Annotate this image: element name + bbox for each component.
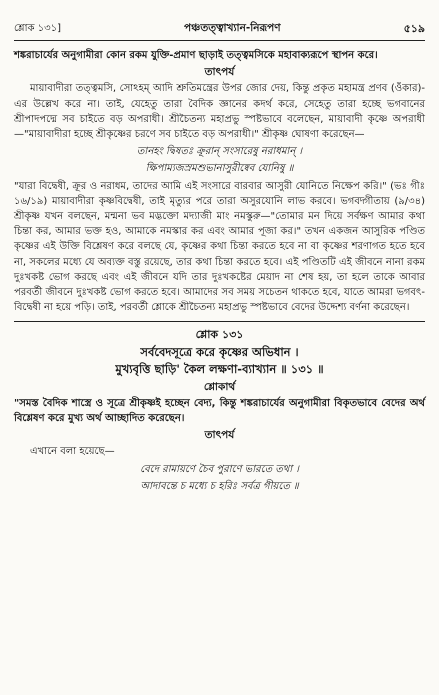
header-title: পঞ্চতত্ত্বাখ্যান-নিরূপণ	[184, 21, 281, 34]
page-number: ৫১৯	[403, 21, 425, 35]
header-left: শ্লোক ১৩১]	[14, 22, 62, 34]
sloka-line: সর্ববেদসূত্রে করে কৃষ্ণের অভিধান ।	[140, 344, 299, 359]
section-divider	[14, 321, 425, 322]
sloka-heading: শ্লোক ১৩১	[195, 328, 244, 342]
purport-heading: তাৎপর্য	[204, 429, 235, 442]
page-header	[14, 20, 425, 38]
purport-paragraph: এখানে বলা হয়েছে—	[30, 446, 115, 458]
verse-line: বেদে রামায়ণে চৈব পুরাণে ভারতে তথা ।	[140, 463, 299, 475]
intro-text: শঙ্করাচার্যের অনুগামীরা কোন রকম যুক্তি-প্রমাণ ছাড়াই তত্ত্বমসিকে মহাবাক্যরূপে স্থাপন করে।	[14, 50, 378, 61]
page-content	[14, 48, 425, 496]
sloka-line: মুখ্যবৃত্তি ছাড়ি' কৈল লক্ষণা-ব্যাখ্যান ॥ ১৩১ ॥	[115, 361, 324, 376]
verse-line: আদাবন্তে চ মধ্যে চ হরিঃ সর্বত্র গীয়তে ॥	[140, 480, 299, 492]
purport-heading: তাৎপর্য	[204, 66, 235, 79]
purport-paragraph: "যারা বিদ্বেষী, ক্রূর ও নরাধম, তাদের আমি এই সংসারে বারবার আসুরী যোনিতে নিক্ষেপ করি।" (ভঃ গীঃ ১৬/১৯) মায়াবাদীরা কৃষ্ণবিদ্বেষী, তাই মৃত্যুর পরে তারা অসুরযোনি লাভ করবে। ভগবদ্গীতায় (৯/৩৪) শ্রীকৃষ্ণ যখন বলছেন, মন্মনা ভব মদ্ভক্তো মদ্যাজী মাং নমস্কুরু—"তোমার মন দিয়ে সর্বক্ষণ আমার কথা চিন্তা কর, আমার ভক্ত হও, আমাকে নমস্কার কর এবং আমার পূজা কর।" তখন একজন আসুরিক পণ্ডিত কৃষ্ণের এই উক্তি বিশ্লেষণ করে বলছে যে, কৃষ্ণের কথা চিন্তা করতে হবে না বা কৃষ্ণের শরণাগত হতে হবে না, সকলের মধ্যে যে অব্যক্ত বস্তু রয়েছে, তার কথা চিন্তা করতে হবে। এই পণ্ডিতটি এই জীবনে নানা রকম দুঃখকষ্ট ভোগ করছে এবং এই জীবনে যদি তার দুঃখকষ্টের মেয়াদ না শেষ হয়, তা হলে তাকে আবার পরবর্তী জীবনে দুঃখকষ্ট ভোগ করতে হবে। আমাদের সব সময় সচেতন থাকতে হবে, যাতে আমরা ভগবৎ-বিদ্বেষী না হয়ে পড়ি। তাই, পরবর্তী শ্লোকে শ্রীচৈতন্য মহাপ্রভু স্পষ্টভাবে বেদের উদ্দেশ্য বর্ণনা করেছেন।	[14, 180, 425, 314]
verse-line: ক্ষিপাম্যজস্রমশুভানাসুরীষ্বেব যোনিষু ॥	[145, 163, 294, 175]
translation-heading: শ্লোকার্থ	[203, 380, 236, 393]
header-rule	[14, 40, 425, 41]
purport-paragraph: মায়াবাদীরা তত্ত্বমসি, সোঽহম্‌ আদি শ্রুতিমন্ত্রের উপর জোর দেয়, কিন্তু প্রকৃত মহামন্ত্র প্রণব (ওঁকার)-এর উল্লেখ করে না। তাই, যেহেতু তারা বৈদিক জ্ঞানের কদর্থ করে, সেহেতু তারা হচ্ছে ভগবানের শ্রীপাদপদ্মে সব চাইতে বড় অপরাধী। শ্রীচৈতন্য মহাপ্রভু স্পষ্টভাবে বলেছেন, মায়াবাদী কৃষ্ণে অপরাধী—"মায়াবাদীরা হচ্ছে শ্রীকৃষ্ণের চরণে সব চাইতে বড় অপরাধী।" শ্রীকৃষ্ণ ঘোষণা করেছেন—	[14, 83, 425, 141]
verse-line: তানহং দ্বিষতঃ ক্রূরান্‌ সংসারেষু নরাধমান্‌ ।	[136, 146, 303, 158]
translation-text: "সমস্ত বৈদিক শাস্ত্রে ও সূত্রে শ্রীকৃষ্ণই হচ্ছেন বেদ্য, কিন্তু শঙ্করাচার্যের অনুগামীরা বিকৃতভাবে বেদের অর্থ বিশ্লেষণ করে মুখ্য অর্থ আচ্ছাদিত করেছেন।	[14, 397, 425, 425]
